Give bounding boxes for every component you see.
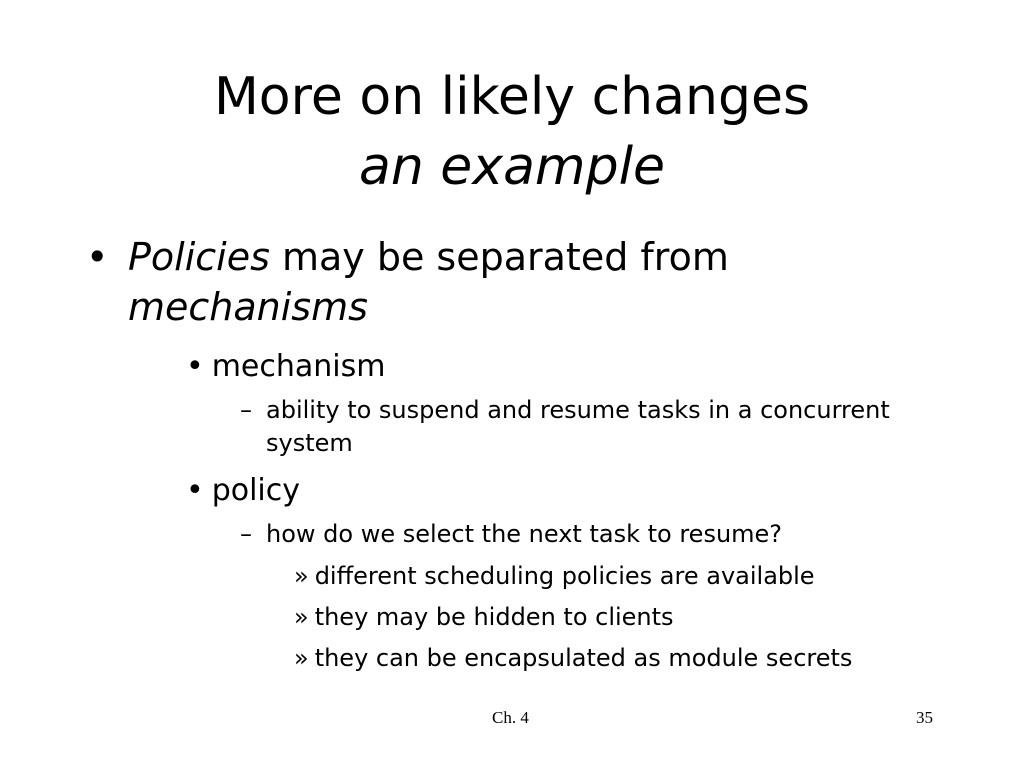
slide-title (0, 62, 1024, 202)
bullet-marker: • (186, 473, 204, 508)
dash-marker: – (240, 520, 252, 548)
title-line-1: More on likely changes (213, 67, 811, 127)
detail-text: how do we select the next task to resume? (266, 520, 783, 548)
detail-text: ability to suspend and resume tasks in a concurrent system (266, 396, 890, 457)
subdetail-text: different scheduling policies are available (314, 562, 815, 590)
sub-item-mechanism (186, 349, 385, 385)
subdetail-item (294, 601, 974, 634)
subdetail-item (294, 560, 974, 593)
main-bullet (86, 232, 946, 332)
main-bullet-emphasis-end: mechanisms (128, 285, 368, 329)
subdetail-text: they may be hidden to clients (314, 603, 674, 631)
bullet-marker: • (186, 349, 204, 384)
main-bullet-middle: may be separated from (269, 235, 729, 279)
subdetail-text: they can be encapsulated as module secrets (314, 644, 853, 672)
bullet-marker: • (86, 235, 109, 279)
detail-item (240, 394, 930, 460)
subdetail-item (294, 642, 974, 675)
footer-page-number: 35 (916, 708, 933, 727)
chevron-marker: » (294, 644, 309, 672)
footer-chapter: Ch. 4 (492, 708, 529, 727)
detail-item (240, 518, 940, 551)
sub-item-label: mechanism (211, 349, 386, 384)
title-line-2: an example (358, 137, 666, 197)
chevron-marker: » (294, 562, 309, 590)
main-bullet-text (128, 232, 946, 332)
sub-item-label: policy (211, 473, 301, 508)
dash-marker: – (240, 396, 252, 424)
chevron-marker: » (294, 603, 309, 631)
sub-item-policy (186, 473, 300, 509)
main-bullet-emphasis-start: Policies (128, 235, 270, 279)
